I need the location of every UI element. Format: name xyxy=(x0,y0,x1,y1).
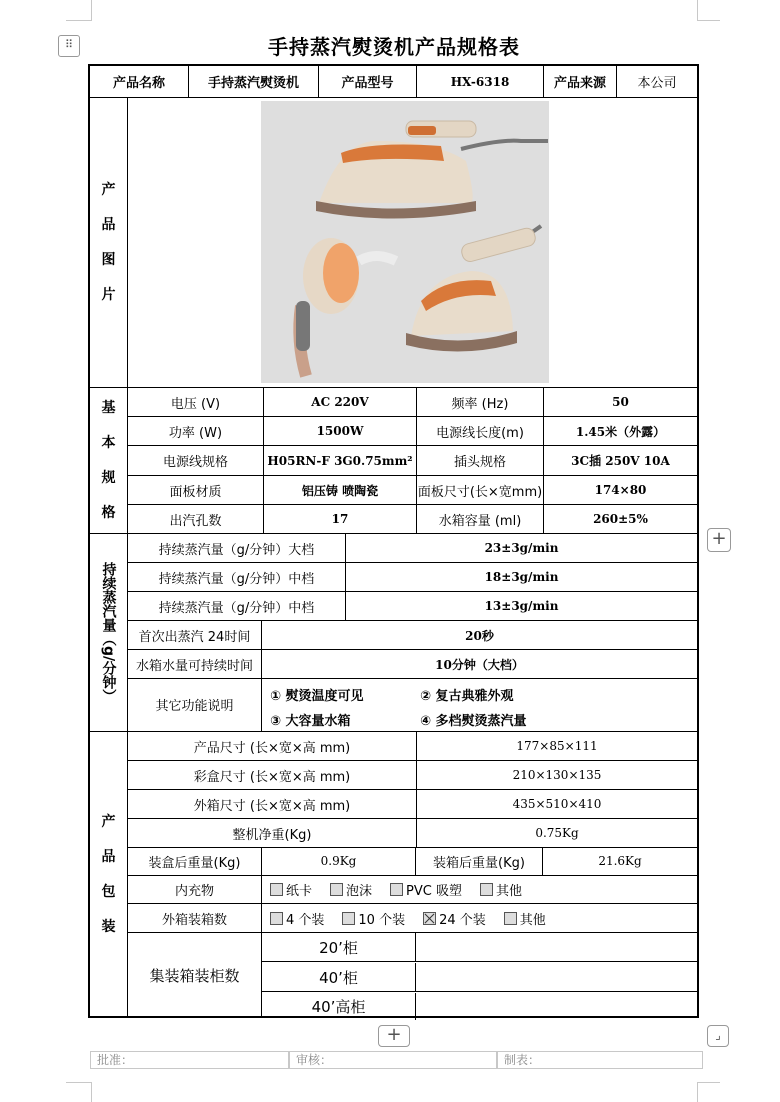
product-photo xyxy=(261,101,549,383)
checkbox-option[interactable]: PVC 吸塑 xyxy=(382,880,462,899)
feature-1: ① 熨烫温度可见 xyxy=(270,689,364,704)
container-label: 集装箱装柜数 xyxy=(128,933,262,1018)
source-value: 本公司 xyxy=(617,66,697,98)
checkbox-icon[interactable] xyxy=(330,883,343,896)
crop-mark xyxy=(66,1082,92,1102)
steam-key: 水箱水量可持续时间 xyxy=(128,650,262,679)
checkbox-icon[interactable] xyxy=(504,912,517,925)
carton-options xyxy=(262,904,697,933)
crop-mark xyxy=(697,1082,720,1102)
steam-key: 持续蒸汽量（g/分钟）大档 xyxy=(128,534,346,563)
packing-label: 产 品 包 装 xyxy=(90,732,128,1018)
checkbox-option[interactable]: 10 个装 xyxy=(334,909,405,928)
steam-value: 10分钟（大档） xyxy=(262,650,697,679)
page-title: 手持蒸汽熨烫机产品规格表 xyxy=(268,35,520,59)
name-value: 手持蒸汽熨烫机 xyxy=(189,66,319,98)
basic-value: 3C插 250V 10A xyxy=(544,446,697,476)
checkbox-checked-icon[interactable] xyxy=(423,912,436,925)
weight-boxed-label: 装盒后重量(Kg) xyxy=(128,847,262,876)
basic-value: 1500W xyxy=(264,417,417,446)
checkbox-icon[interactable] xyxy=(270,912,283,925)
resize-table-icon[interactable]: ⌟ xyxy=(707,1025,729,1047)
checkbox-option[interactable]: 泡沫 xyxy=(322,880,372,899)
checkbox-option[interactable]: 其他 xyxy=(496,909,546,928)
crop-mark xyxy=(697,0,720,21)
basic-value: AC 220V xyxy=(264,388,417,417)
product-photo-cell xyxy=(128,98,697,388)
filler-options xyxy=(262,876,697,904)
basic-key: 电压 (V) xyxy=(128,388,264,417)
checkbox-icon[interactable] xyxy=(480,883,493,896)
packing-key: 整机净重(Kg) xyxy=(128,819,417,848)
basic-label: 基 本 规 格 xyxy=(90,388,128,534)
basic-value: H05RN-F 3G0.75mm² xyxy=(264,446,417,476)
add-column-icon[interactable]: + xyxy=(707,528,731,552)
checkbox-option[interactable]: 其他 xyxy=(472,880,522,899)
basic-key: 电源线长度(m) xyxy=(417,417,544,446)
steam-label-cell xyxy=(90,534,128,732)
steam-value: 13±3g/min xyxy=(346,592,697,621)
filler-label: 内充物 xyxy=(128,876,262,904)
basic-key: 电源线规格 xyxy=(128,446,264,476)
basic-key: 插头规格 xyxy=(417,446,544,476)
container-count xyxy=(416,993,697,1020)
checkbox-icon[interactable] xyxy=(390,883,403,896)
container-type: 40’柜 xyxy=(262,963,416,992)
model-label: 产品型号 xyxy=(319,66,417,98)
footer-review: 审核： xyxy=(289,1051,497,1069)
container-count xyxy=(416,963,697,992)
container-count xyxy=(416,933,697,962)
container-type: 40’高柜 xyxy=(262,993,416,1020)
checkbox-option[interactable]: 4 个装 xyxy=(262,909,324,928)
feature-2: ② 复古典雅外观 xyxy=(420,689,514,704)
photo-label: 产 品 图 片 xyxy=(90,98,128,388)
steam-key: 持续蒸汽量（g/分钟）中档 xyxy=(128,563,346,592)
packing-value: 177×85×111 xyxy=(417,732,697,761)
basic-key: 功率 (W) xyxy=(128,417,264,446)
feature-label: 其它功能说明 xyxy=(128,677,262,732)
features-cell xyxy=(262,677,697,732)
weight-boxed-value: 0.9Kg xyxy=(262,847,416,876)
footer-approve: 批准： xyxy=(90,1051,289,1069)
basic-key: 频率 (Hz) xyxy=(417,388,544,417)
packing-key: 产品尺寸 (长×宽×高 mm) xyxy=(128,732,417,761)
footer-made: 制表： xyxy=(497,1051,703,1069)
name-label: 产品名称 xyxy=(90,66,189,98)
checkbox-option[interactable]: 纸卡 xyxy=(262,880,312,899)
basic-key: 水箱容量 (ml) xyxy=(417,505,544,534)
basic-value: 17 xyxy=(264,505,417,534)
crop-mark xyxy=(66,0,92,21)
weight-carton-label: 装箱后重量(Kg) xyxy=(416,847,543,876)
steam-key: 持续蒸汽量（g/分钟）中档 xyxy=(128,592,346,621)
add-row-icon[interactable]: + xyxy=(378,1025,410,1047)
basic-value: 铝压铸 喷陶瓷 xyxy=(264,476,417,505)
basic-key: 面板尺寸(长×宽mm) xyxy=(417,476,544,505)
steam-value: 20秒 xyxy=(262,621,697,650)
steam-value: 23±3g/min xyxy=(346,534,697,563)
packing-value: 210×130×135 xyxy=(417,761,697,790)
basic-key: 出汽孔数 xyxy=(128,505,264,534)
packing-value: 0.75Kg xyxy=(417,819,697,848)
basic-value: 174×80 xyxy=(544,476,697,505)
packing-key: 彩盒尺寸 (长×宽×高 mm) xyxy=(128,761,417,790)
carton-count-label: 外箱装箱数 xyxy=(128,904,262,933)
container-type: 20’柜 xyxy=(262,933,416,962)
checkbox-icon[interactable] xyxy=(342,912,355,925)
steam-label: 持续蒸汽量（g/分钟） xyxy=(100,561,117,704)
weight-carton-value: 21.6Kg xyxy=(543,847,697,876)
packing-key: 外箱尺寸 (长×宽×高 mm) xyxy=(128,790,417,819)
model-value: HX-6318 xyxy=(417,66,544,98)
checkbox-option[interactable]: 24 个装 xyxy=(415,909,486,928)
steam-value: 18±3g/min xyxy=(346,563,697,592)
basic-key: 面板材质 xyxy=(128,476,264,505)
feature-4: ④ 多档熨烫蒸汽量 xyxy=(420,714,527,729)
table-move-handle-icon[interactable]: ⠿ xyxy=(58,35,80,57)
basic-value: 50 xyxy=(544,388,697,417)
basic-value: 1.45米（外露） xyxy=(544,417,697,446)
basic-value: 260±5% xyxy=(544,505,697,534)
packing-value: 435×510×410 xyxy=(417,790,697,819)
checkbox-icon[interactable] xyxy=(270,883,283,896)
feature-3: ③ 大容量水箱 xyxy=(270,714,351,729)
steam-key: 首次出蒸汽 24时间 xyxy=(128,621,262,650)
source-label: 产品来源 xyxy=(544,66,617,98)
spec-table xyxy=(88,64,699,1018)
